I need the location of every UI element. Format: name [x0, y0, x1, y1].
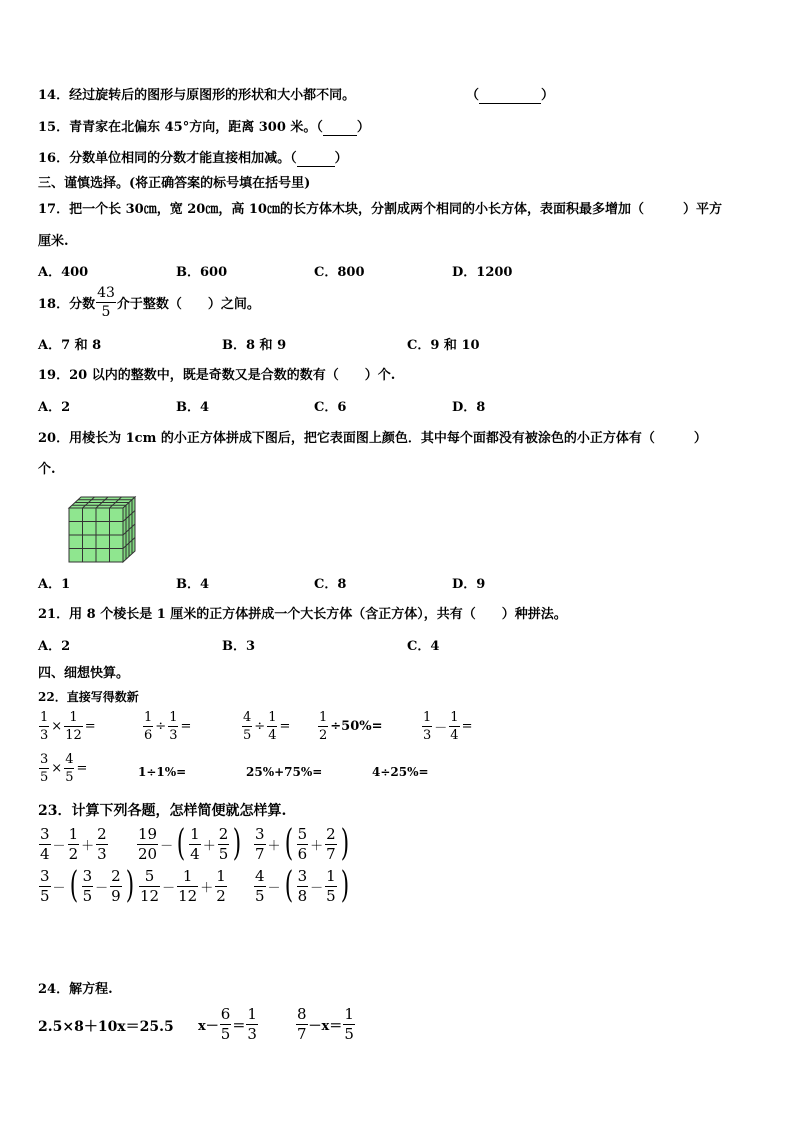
q15-label: 15．青青家在北偏东 45°方向，距离 300 米。（: [38, 120, 323, 135]
q18-option-c[interactable]: C．9 和 10: [407, 338, 480, 353]
q24-equation-2: x－ $\frac{6}{5}$ ＝ $\frac{1}{3}$: [198, 1004, 257, 1043]
section-4-heading: 四、细想快算。: [38, 666, 130, 681]
numerator: 43: [97, 285, 115, 301]
right-paren: ）: [356, 120, 370, 135]
q23-expr-2: $\frac{19}{20}$ － ( $\frac{1}{4}$ ＋ $\frac{2}{5}$ ): [138, 823, 242, 864]
q18-suffix: 介于整数（ ）之间。: [116, 297, 260, 312]
q22-expr-5: $\frac{1}{3}$ － $\frac{1}{4}$ =: [423, 710, 473, 743]
q19-text: 19．20 以内的整数中，既是奇数又是合数的数有（ ）个.: [38, 368, 396, 383]
q18-question: [38, 286, 260, 319]
q23-expr-1: $\frac{3}{4}$ － $\frac{1}{2}$ ＋ $\frac{2}{3}$: [40, 824, 107, 863]
q19-option-d[interactable]: D．8: [452, 400, 486, 415]
q16-label: 16．分数单位相同的分数才能直接相加减。（: [38, 151, 297, 166]
q19-option-c[interactable]: C．6: [314, 400, 347, 415]
q21-text: 21．用 8 个棱长是 1 厘米的正方体拼成一个大长方体（含正方体），共有（ ）种拼法。: [38, 607, 567, 622]
q17-line2: 厘米.: [38, 234, 69, 249]
left-paren: （: [466, 88, 480, 103]
q20-line1: 20．用棱长为 1cm 的小正方体拼成下图后，把它表面图上颜色．其中每个面都没有被涂色的小正方体有（ ）: [38, 431, 707, 446]
q24-title: 24．解方程.: [38, 982, 113, 997]
q22-expr-6: $\frac{3}{5}$ × $\frac{4}{5}$ =: [40, 752, 88, 785]
q21-option-a[interactable]: A．2: [38, 639, 71, 654]
q16-text: [38, 147, 348, 167]
section-3-heading: 三、谨慎选择。(将正确答案的标号填在括号里): [38, 176, 311, 191]
q23-expr-4: $\frac{3}{5}$ － ( $\frac{3}{5}$ － $\frac{2}{9}$ ): [40, 865, 134, 906]
q14-answer-paren[interactable]: [466, 84, 554, 104]
q19-option-a[interactable]: A．2: [38, 400, 71, 415]
q17-option-d[interactable]: D．1200: [452, 265, 513, 280]
q21-option-c[interactable]: C．4: [407, 639, 440, 654]
q18-prefix: 18．分数: [38, 297, 96, 312]
q21-option-b[interactable]: B．3: [222, 639, 256, 654]
q20-line2: 个.: [38, 462, 56, 477]
fraction: [96, 286, 116, 319]
q17-option-c[interactable]: C．800: [314, 265, 365, 280]
q23-title: 23．计算下列各题，怎样简便就怎样算.: [38, 803, 287, 819]
q24-equation-3: $\frac{8}{7}$ －x＝ $\frac{1}{5}$: [297, 1004, 354, 1043]
q20-option-d[interactable]: D．9: [452, 577, 486, 592]
q19-option-b[interactable]: B．4: [176, 400, 210, 415]
q24-equation-1: 2.5×8＋10x＝25.5: [38, 1019, 174, 1035]
q23-expr-5: $\frac{5}{12}$ － $\frac{1}{12}$ ＋ $\frac{1}{2}$: [140, 866, 226, 905]
q20-option-c[interactable]: C．8: [314, 577, 347, 592]
q22-expr-3: $\frac{4}{5}$ ÷ $\frac{1}{4}$ =: [243, 710, 291, 743]
q17-option-b[interactable]: B．600: [176, 265, 228, 280]
q17-option-a[interactable]: A．400: [38, 265, 89, 280]
q23-expr-3: $\frac{3}{7}$ ＋ ( $\frac{5}{6}$ ＋ $\frac{2}{7}$ ): [255, 823, 349, 864]
answer-blank[interactable]: [323, 120, 357, 136]
q22-expr-1: $\frac{1}{3}$ × $\frac{1}{12}$ =: [40, 710, 96, 743]
q22-expr-7: 1÷1%=: [138, 765, 187, 779]
answer-blank[interactable]: [479, 88, 541, 104]
q20-option-a[interactable]: A．1: [38, 577, 71, 592]
cube-figure: [66, 496, 140, 564]
q22-expr-9: 4÷25%=: [372, 765, 429, 779]
q22-expr-2: $\frac{1}{6}$ ÷ $\frac{1}{3}$ =: [144, 710, 192, 743]
denominator: 5: [101, 304, 111, 320]
answer-blank[interactable]: [297, 151, 335, 167]
q14-text: 14．经过旋转后的图形与原图形的形状和大小都不同。: [38, 88, 356, 103]
q15-text: [38, 116, 370, 136]
q20-option-b[interactable]: B．4: [176, 577, 210, 592]
right-paren: ）: [541, 88, 555, 103]
q18-option-b[interactable]: B．8 和 9: [222, 338, 287, 353]
q22-expr-8: 25%+75%=: [246, 765, 323, 779]
q18-option-a[interactable]: A．7 和 8: [38, 338, 102, 353]
q23-expr-6: $\frac{4}{5}$ － ( $\frac{3}{8}$ － $\frac{1}{5}$ ): [255, 865, 349, 906]
q17-line1: 17．把一个长 30㎝，宽 20㎝，高 10㎝的长方体木块，分割成两个相同的小长方体，表面积最多增加（ ）平方: [38, 202, 722, 217]
q22-expr-4: $\frac{1}{2}$ ÷50%=: [319, 710, 383, 743]
right-paren: ）: [334, 151, 348, 166]
q22-title: 22．直接写得数新: [38, 690, 139, 704]
